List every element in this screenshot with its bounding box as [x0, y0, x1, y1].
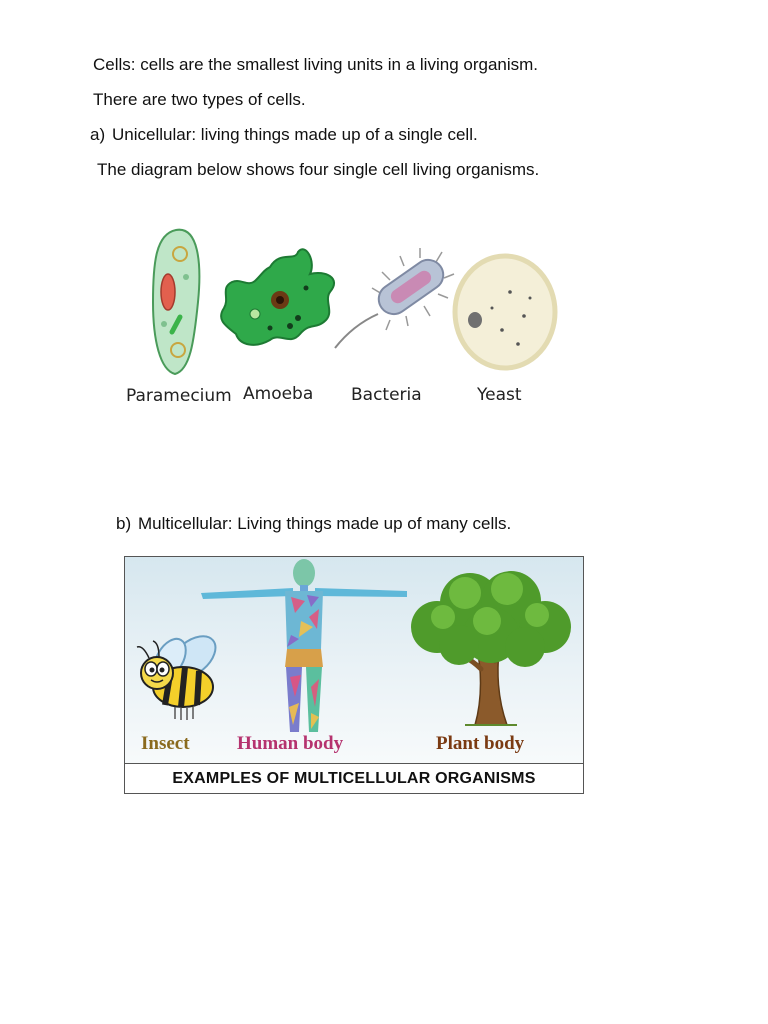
unicellular-figure	[120, 222, 560, 412]
amoeba-illustration	[221, 249, 334, 345]
yeast-illustration	[455, 256, 555, 368]
intro-line-types: There are two types of cells.	[93, 90, 306, 109]
label-insect: Insect	[141, 733, 190, 754]
item-a-marker: a)	[90, 125, 106, 144]
item-b-marker: b)	[116, 514, 132, 533]
item-b-text: Multicellular: Living things made up of many cells.	[138, 514, 512, 533]
human-body-illustration	[201, 559, 407, 732]
multicellular-figure	[124, 556, 584, 794]
insect-illustration	[137, 628, 223, 720]
caption-yeast: Yeast	[477, 385, 522, 405]
bacteria-illustration	[335, 248, 454, 348]
intro-line-cells: Cells: cells are the smallest living units in a living organism.	[93, 55, 539, 74]
item-b	[116, 514, 511, 534]
unicellular-illustrations	[120, 222, 560, 382]
plant-body-illustration	[411, 571, 571, 725]
multicellular-figure-footer: EXAMPLES OF MULTICELLULAR ORGANISMS	[125, 763, 583, 794]
item-a	[90, 125, 478, 145]
item-a-text: Unicellular: living things made up of a single cell.	[112, 125, 478, 144]
multicellular-scene	[125, 557, 583, 763]
caption-paramecium: Paramecium	[126, 386, 232, 406]
caption-amoeba: Amoeba	[243, 384, 314, 404]
label-plant-body: Plant body	[436, 733, 525, 754]
intro-line-diagram: The diagram below shows four single cell living organisms.	[97, 160, 540, 179]
paramecium-illustration	[153, 230, 199, 374]
label-human-body: Human body	[237, 733, 344, 754]
caption-bacteria: Bacteria	[351, 385, 422, 405]
